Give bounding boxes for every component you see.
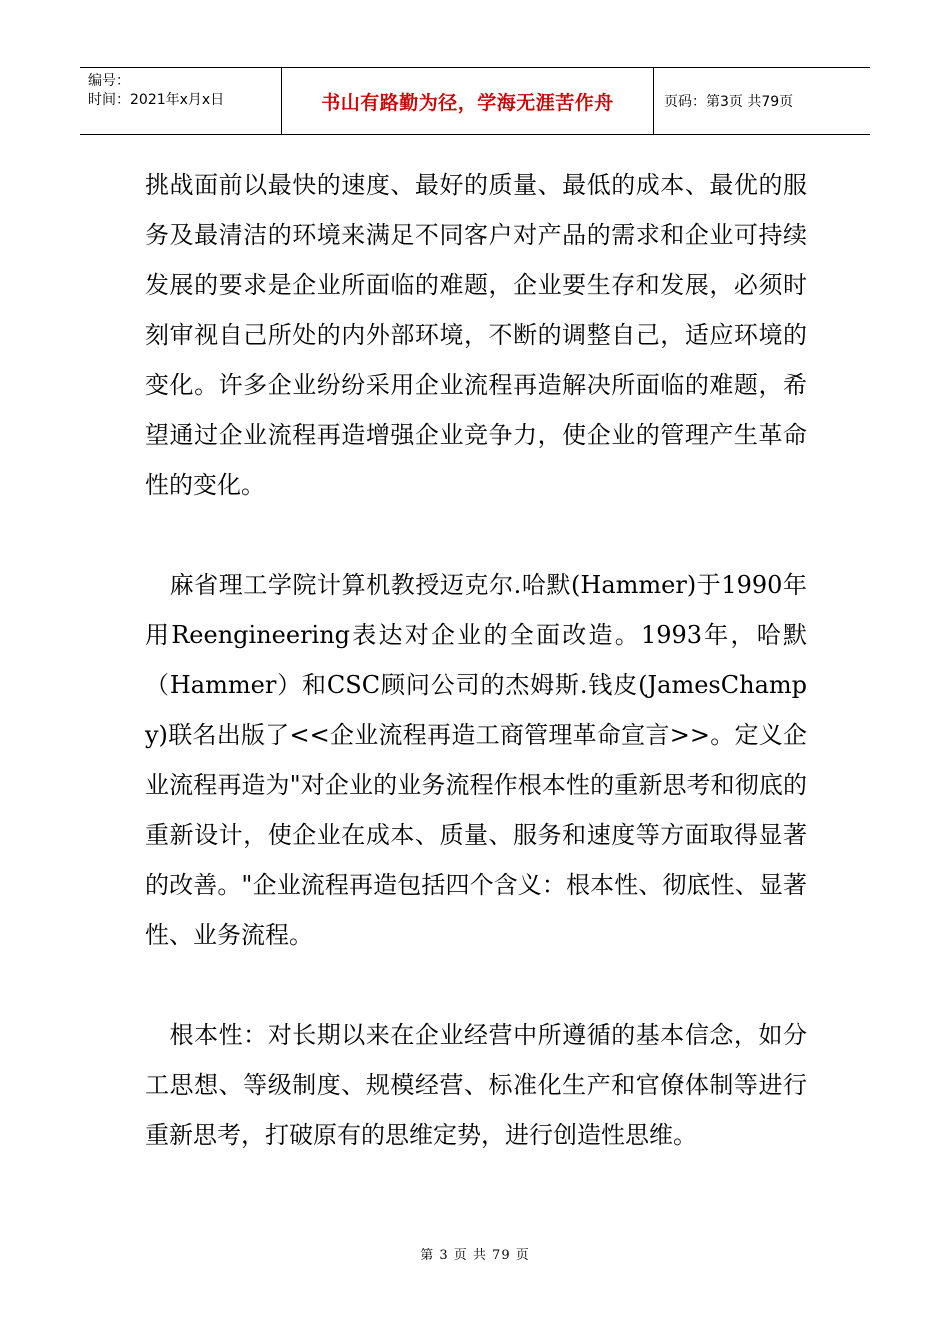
body-paragraph-3: 根本性：对长期以来在企业经营中所遵循的基本信念，如分工思想、等级制度、规模经营、标准化生产和官僚体制等进行重新思考，打破原有的思维定势，进行创造性思维。 — [145, 1021, 807, 1149]
paragraph-spacer — [145, 510, 807, 560]
paragraph-spacer — [145, 960, 807, 1010]
header-motto-cell — [282, 68, 654, 134]
header-page-cell — [654, 68, 870, 134]
header-motto: 书山有路勤为径，学海无涯苦作舟 — [321, 91, 614, 114]
body-paragraph-1: 挑战面前以最快的速度、最好的质量、最低的成本、最优的服务及最清洁的环境来满足不同客户对产品的需求和企业可持续发展的要求是企业所面临的难题，企业要生存和发展，必须时刻审视自己所处的内外部环境，不断的调整自己，适应环境的变化。许多企业纷纷采用企业流程再造解决所面临的难题，希望通过企业流程再造增强企业竞争力，使企业的管理产生革命性的变化。 — [145, 171, 807, 499]
document-number-label: 编号： — [88, 73, 130, 89]
document-time-label: 时间：2021年x月x日 — [88, 92, 225, 108]
header-page-info: 页码：第3页 共79页 — [664, 94, 794, 110]
document-header — [80, 67, 870, 135]
header-meta-cell — [80, 68, 282, 134]
document-body — [145, 160, 807, 1160]
footer-page-number: 第 3 页 共 79 页 — [420, 1248, 530, 1263]
page-footer — [0, 1244, 950, 1263]
body-paragraph-2: 麻省理工学院计算机教授迈克尔.哈默(Hammer)于1990年用Reengineering表达对企业的全面改造。1993年，哈默（Hammer）和CSC顾问公司的杰姆斯.钱皮(JamesChampy)联名出版了<<企业流程再造工商管理革命宣言>>。定义企业流程再造为"对企业的业务流程作根本性的重新思考和彻底的重新设计，使企业在成本、质量、服务和速度等方面取得显著的改善。"企业流程再造包括四个含义：根本性、彻底性、显著性、业务流程。 — [145, 571, 807, 949]
